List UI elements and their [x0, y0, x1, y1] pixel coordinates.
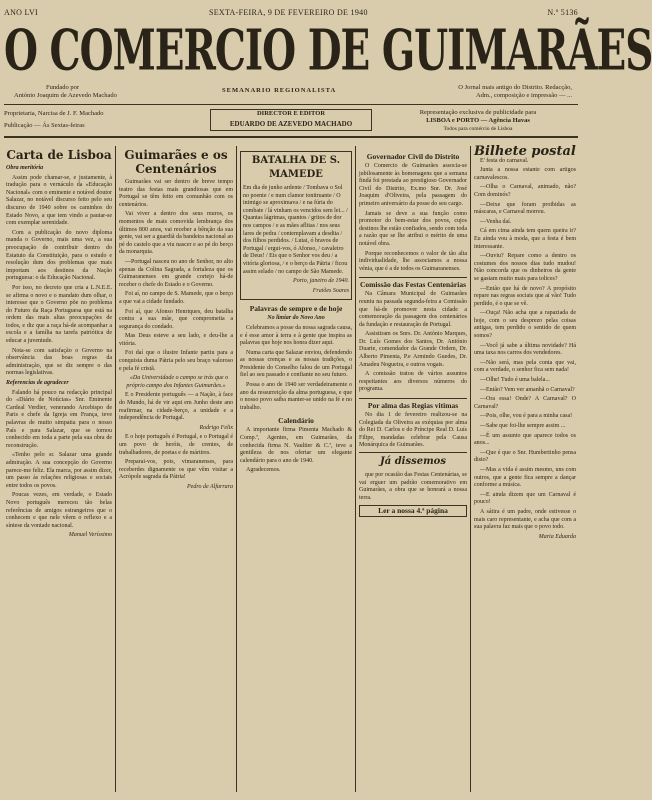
paragraph: —Deixe que foram proibidas as máscaras, e Carnaval morreu. [474, 201, 576, 216]
publication-kind: SEMANARIO REGIONALISTA [222, 87, 337, 94]
director-label: DIRECTOR E EDITOR [256, 110, 326, 117]
founder: António Joaquim de Azevedo Machado [14, 92, 117, 99]
poem: Em dia de junho ardente / Tombava o Sol no poente / e num clamor tonitruante / O inimigo se aproximava / e na fúria do combate / lá vinham os vencidos sem lei... / Quantas lágrimas, quantos / gritos de dor nos campos / e as mães aflitas / nos seus lares de pedra / contemplavam a desdita / dos filhos perdidos. / Lutai, ó bravos de Portugal / ergui-vos, ó Afonso, / cavaleiro de Deus! / Eis que o Senhor vos deu / a vitória gloriosa, / e o berço da Pátria / ficou assim selado / no campo de São Mamede. [243, 185, 348, 275]
paragraph: —Não será, mas pela conta que vai, com a verdade, o senhor fica sem nada! [474, 359, 576, 374]
article-title: Bilhete postal [474, 144, 576, 159]
paragraph: —Sabe que foi-lhe sempre assim ... [480, 423, 566, 429]
paragraph: A sátira é um padre, onde estivesse o mais caro representante, e acha que com a sua palavra faz mais que o povo todo. [474, 508, 576, 531]
paragraph: Vai viver a dentro dos seus muros, os momentos de mais comovida lembrança dos últimos 800 anos, vai receber a bênção da sua gente, vai ser a guardiã da bandeira nacional ao pé do castelo que a viu nascer e ao pé do berço da monarquia. [119, 211, 233, 256]
paragraph: Jamais se deve a sua função como promotor do bem-estar dos povos, cujos destinos lhe estão confiados, sendo com toda a razão que se lhe atribui o mérito de uma notável obra. [359, 210, 467, 247]
year: ANO LVI [4, 8, 39, 17]
paragraph: Mas Deus esteve a seu lado, e deu-lhe a vitória. [119, 333, 233, 347]
paragraph: —Mas a vida é assim mesmo, uns com outros, que a gente fica sempre a dançar conforme a música. [474, 466, 576, 489]
column-divider-4 [470, 146, 471, 792]
paragraph: E' festa do carnaval. [480, 157, 529, 164]
paragraph: «Tenho pelo sr. Salazar uma grande admiração. A sua concepção do Governo parece-me feliz. Ela marca, por assim dizer, um passo às relações religiosas e sociais entre todos os povos. [6, 452, 112, 489]
paragraph: Agradecemos. [246, 467, 281, 474]
owner-box [4, 109, 204, 129]
rule-top [4, 104, 578, 105]
article-title: Palavras de sempre e de hoje [249, 304, 343, 314]
column-divider-3 [355, 146, 356, 792]
article-title: Calendário [278, 416, 314, 426]
paragraph: Falando há pouco na redacção principal do «Diário de Notícias» Snr. Eminente Cardeal Verdier, venerando Arcebispo de Paris e chefe da Igreja em França, teve palavras de muito simpatia para o nosso País e para Salazar, que se tornou conhecido em toda a parte pela sua obra de reconstrução. [6, 389, 112, 449]
paragraph: —Venha daí. [480, 218, 512, 225]
paragraph: Numa carta que Salazar enviou, defendendo as nossas crenças e as nossas tradições, o Presidente do Conselho falou de um Portugal fiel ao seu passado e confiante no seu futuro. [240, 349, 352, 379]
paragraph: Celebramos a posse da nossa sagrada causa, e é esse amor à terra e à gente que inspira as palavras que hoje nos honra dizer aqui. [240, 324, 352, 347]
paragraph: Nota-se com satisfação o Governo na observância das boas regras da administração, que se diz sempre o das normas legislativas. [6, 347, 112, 377]
article-title: Por alma das Regias vitimas [359, 398, 467, 410]
paragraph: —Você já sabe a última novidade? Há uma taxa nos carros dos vendedores. [474, 342, 576, 357]
column-batalha [240, 148, 352, 796]
column-divider-2 [236, 146, 237, 792]
rule-columns [4, 136, 578, 138]
column-carta-de-lisboa [6, 148, 112, 796]
paragraph: O Comercio de Guimarães associa-se jubilosamente às homenagens que a semana findá foi prestada ao prestigioso Governador Civil do Distrito, Ex.mo Snr. Dr. José Joaquim d'Oliveira, pela passagem do primeiro aniversário da posse do seu cargo. [359, 163, 467, 207]
signature: Fraiões Soares [312, 287, 349, 294]
column-divider-1 [115, 146, 116, 792]
newspaper-title: O COMERCIO DE GUIMARÃES [4, 17, 652, 84]
owner: Proprietaria, Narcisa de J. F. Machado [4, 110, 104, 117]
paragraph: Foi aí, no campo de S. Mamede, que o berço a que vai a cidade fundado. [119, 291, 233, 305]
paragraph: Possa o ano de 1940 ser verdadeiramente o ano da ressurreição da alma portuguesa, e que o nosso povo saiba manter-se unido na fé e no trabalho. [240, 382, 352, 411]
masthead-right-5: Todos para comércio de Lisboa [443, 126, 513, 132]
column-bilhete-postal [474, 144, 576, 796]
masthead-right-2: Adm., composição e impressão — ... [475, 92, 572, 99]
paragraph: E o Presidente português — a Nação, à face do Mundo, há de vir aqui em Junho deste ano reafirmar, na cidade-berço, a unidade e a independência de Portugal. [119, 392, 233, 422]
article-title: Governador Civil do Distrito [366, 152, 460, 161]
paragraph: —Ouviu? Repare como a dentro os costumes dos nossos dias tudo mudou! Não concorda que os dinheiros da gente se gastam muito mais para tolices? [474, 253, 576, 282]
masthead-right-3: Representação exclusiva de publicidade para [419, 109, 537, 116]
subheading: No limiar do Novo Ano [267, 315, 325, 322]
director-box [210, 109, 372, 131]
paragraph: —Ouça! Não acha que a rapaziada de hoje, com o seu desprezo pelas coisas antigas, tem perdido o sentido de quem somos? [474, 310, 576, 340]
article-title: Guimarães e os Centenários [124, 148, 228, 176]
masthead-right-1: O Jornal mais antigo do Distrito. Redacção, [458, 84, 572, 91]
publication-days: Publicação — Ás Sextas-feiras [4, 122, 85, 129]
signature: Maria Eduarda [538, 533, 576, 540]
signature: Rodrigo Felix [199, 424, 233, 431]
footer-note: Ler a nossa 4.ª página [359, 505, 467, 517]
paragraph: A importante firma Pimenta Machado & Comp.ª, Agentes, em Guimarães, da conhecida firma N. Vaultier & C.ª, teve a gentileza de nos ofertar um elegante calendário para o ano de 1940. [240, 427, 352, 464]
paragraph: —Portugal nasceu no ano de Senhor, no alto apenas da Colina Sagrada, a fortaleza que os Guimaranenses em grande cortejo há-de receber o chefe do Estado e o Governo. [119, 258, 233, 288]
issue-number: N.º 5136 [547, 8, 578, 17]
article-title: Carta de Lisboa [6, 148, 112, 162]
paragraph: E o hoje português é Portugal, e o Portugal é um povo de heróis, de crentes, de trabalhadores, de poetas e de mártires. [119, 434, 233, 456]
article-title: Comissão das Festas Centenárias [359, 277, 467, 289]
founded-label: Fundado por [46, 84, 80, 91]
paragraph: que por ocasião das Festas Centenárias, se vai erguer um padrão comemorativo em Guimarães, a obra que se honrará a nossa terra. [359, 472, 467, 501]
masthead-right-4: LISBOA e PORTO — Agência Havas [426, 117, 530, 124]
paragraph: Na Câmara Municipal de Guimarães reuniu na passada segunda-feira a Comissão que há-de promover nesta cidade a comemoração da passagem dos centenários da fundação e restauração de Portugal. [359, 291, 467, 328]
article-title: BATALHA DE S. MAMEDE [251, 155, 341, 180]
article-title: Já dissemos [359, 452, 467, 469]
paragraph: Foi daí que o ilustre Infante partiu para a conquista duma Pátria pelo seu braço valoroso e pela fé cristã. [119, 350, 233, 372]
paragraph: Assim pode chamar-se, e justamente, à tradução para o vernáculo da «Educação Nacional» com o eminente e notável doutor Salazar, no notável discurso feito pelo seu discurso de 1940 sobre os caminhos do Estado Novo, a que tem vindo a pautar-se com exemplar serenidade. [6, 174, 112, 227]
paragraph: —E ainda dizem que um Carnaval é pouco! [474, 491, 576, 506]
paragraph: Guimarães vai ser dentro de breve tempo teatro das festas mais grandiosas que em Portugal se têm feito em comunhão com os centenários. [119, 179, 233, 208]
paragraph: —Então que há de novo? A propósito repare nas regras sociais que aí vão! Tudo perdido, é o que se vê. [474, 285, 576, 307]
paragraph: —Então? Vem ver amanhã o Carnaval? [480, 386, 575, 393]
issue-date: SEXTA-FEIRA, 9 DE FEVEREIRO DE 1940 [209, 8, 368, 17]
paragraph: Junta a nossa estante com artigos carnavalescos. [474, 167, 576, 181]
paragraph: Cá em cima ainda tem quem queira ir? Eu ainda vou à moda, que a festa é bem interessante. [474, 228, 576, 250]
paragraph: —Olha o Carnaval, animado, não? Com dominós? [474, 184, 576, 198]
paragraph: Por isso, no decreto que cria a L.N.E.E. se afirma o novo e o mandato dum olhar, o interesse que o Governo põe no problema do Futuro da Raça Portuguesa que está na ordem das mais altas preocupações de todos, e diz que a raça há-de acompanhar a escola e a família na tarefa patriótica de educar a juventude. [6, 284, 112, 345]
paragraph: Porque reconhecemos o valor de tão alta individualidade, lhe associamos a nossa vénia, que é a de todos os Guimaranenses. [359, 250, 467, 272]
date-line: Porto, janeiro de 1940. [293, 278, 349, 285]
paragraph: A comissão tratou de vários assuntos respeitantes aos diversos números do programa. [359, 371, 467, 393]
director-name: EDUARDO DE AZEVEDO MACHADO [229, 120, 353, 128]
paragraph: Assistiram os Snrs. Dr. António Marques, Dr. Luís Gomes dos Santos, Dr. António Duarte, comendador da Grande Ordem, Dr. Alberto Pimenta, P.e Armindo Guedes, Dr. Amadeu Nogueira, e outros vogais. [359, 331, 467, 368]
paragraph: —Pois, olhe, vou é para a minha casa! [480, 413, 573, 420]
paragraph: Preparai-vos, pois, vimaranenses, para receberdes dignamente os que vêm visitar a Acrópole sagrada da Pátria! [119, 459, 233, 481]
paragraph: Com a publicação do novo diploma manda o Governo, mais uma vez, a sua preocupação de contribuir dentro do Estatuto da Constituição, para o estudo e resolução dum dos problemas que mais importam aos destinos da Nação portuguesa: o da Educação Nacional. [6, 229, 112, 282]
paragraph: —Ora essa! Onde? A Carnaval? O Carnaval? [474, 396, 576, 410]
poem-box [240, 151, 352, 300]
paragraph: Poucas vezes, em verdade, o Estado Novo português mereceu tão belas referências de amigos estrangeiros que o conhecem e que nele vêem o reflexo e a síntese da vontade nacional. [6, 492, 112, 529]
subheading: Obra meritória [6, 165, 44, 171]
paragraph: —É um assunto que aparece todos os anos... [474, 432, 576, 447]
subheading: Referencias de agradecer [6, 380, 69, 387]
column-guimaraes-centenarios [119, 148, 233, 796]
paragraph: —Que é que o Snr. Humbertinho pensa disto? [474, 449, 576, 464]
quote: «Da Universidade o campo se trás que o próprio campo dos Infantes Guimarães.» [126, 375, 229, 389]
representation-box [380, 109, 576, 132]
column-governador [359, 148, 467, 796]
signature: Manuel Veríssimo [68, 532, 112, 539]
paragraph: —Olhe! Tudo é uma balela... [480, 377, 550, 384]
paragraph: No dia 1 de fevereiro realizou-se na Colegiada da Oliveira as exéquias por alma do Rei D. Carlos e do Príncipe Real D. Luís Filipe, mandadas celebrar pela Causa Monárquica de Guimarães. [359, 412, 467, 449]
paragraph: Foi aí, que Afonso Henriques, deu batalha contra a sua mãe, que comprometia a segurança do condado. [119, 308, 233, 330]
signature: Pedro de Alfarrara [187, 483, 233, 490]
